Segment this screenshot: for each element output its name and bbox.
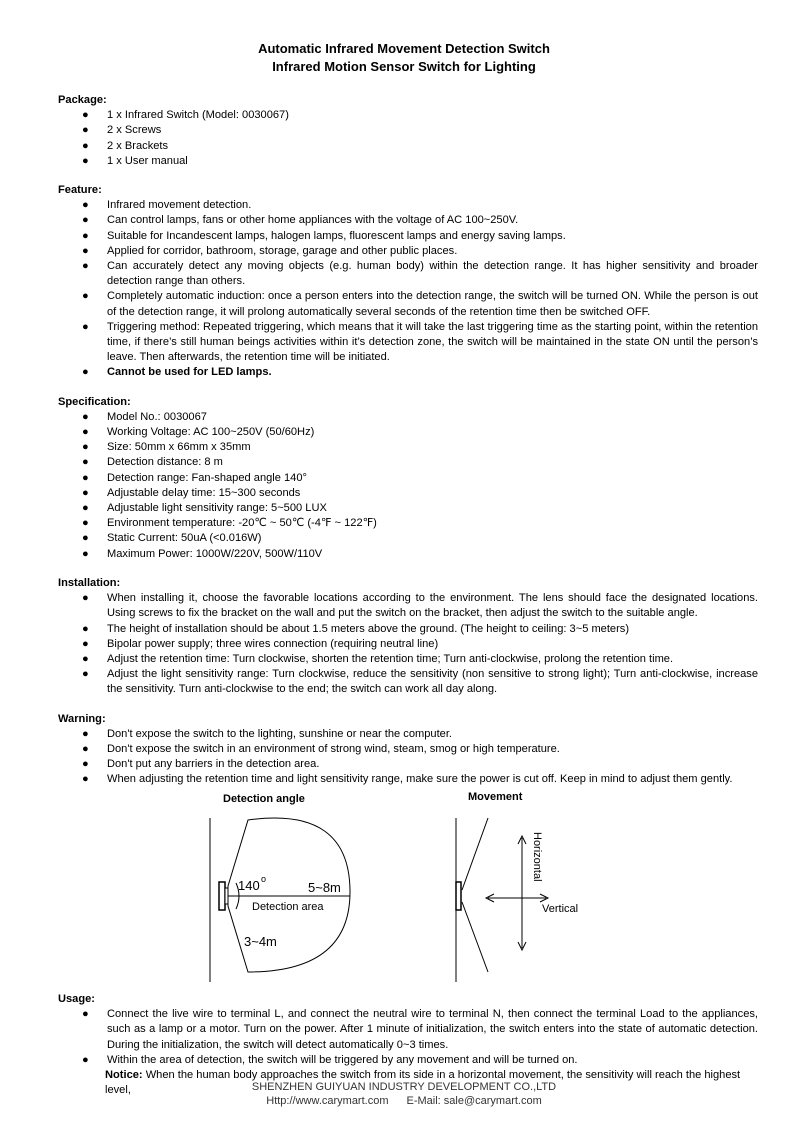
notice-label: Notice: [105, 1069, 143, 1082]
list-item: ● 1 x Infrared Switch (Model: 0030067) [58, 108, 758, 123]
list-item: ● Don't expose the switch to the lighting, sunshine or near the computer. [58, 727, 758, 742]
package-section [58, 93, 758, 169]
list-item-led-warning: ● Cannot be used for LED lamps. [58, 365, 758, 380]
specification-section [58, 395, 758, 562]
bullet-icon: ● [82, 199, 89, 212]
package-list [58, 108, 758, 169]
list-item: ● Adjust the retention time: Turn clockwise, shorten the retention time; Turn anti-clockwise, prolong the retention time. [58, 652, 758, 667]
list-item: ● When installing it, choose the favorable locations according to the environment. The lens should face the designated locations. Using screws to fix the bracket on the wall and put the switch on the bracket, then adjust the switch to the suitable angle. [82, 592, 758, 620]
warning-heading: Warning: [58, 712, 106, 725]
list-item: ● Triggering method: Repeated triggering, which means that it will take the last triggering time as the starting point, within the retention time, if there’s still human beings activities within it’s detection zone, the switch will be maintained in the state ON until the person’s leave. Then afterwards, the retention time will be initiated. [82, 320, 758, 364]
list-item: ● Completely automatic induction: once a person enters into the detection range, the switch will be turned ON. While the person is out of the detection range, it will prolong automatically several seconds of the retention time then be switched OFF. [82, 290, 758, 318]
vertical-label: Vertical [542, 903, 579, 915]
usage-heading: Usage: [58, 993, 95, 1005]
list-item: ● Applied for corridor, bathroom, storage, garage and other public places. [58, 244, 758, 259]
bullet-icon: ● [82, 366, 89, 379]
bullet-icon: ● [82, 260, 89, 273]
list-item: ● Detection range: Fan-shaped angle 140° [58, 471, 758, 486]
footer-contact [0, 1095, 808, 1107]
list-item: ● 2 x Screws [58, 123, 758, 138]
feature-list [58, 198, 758, 380]
bullet-icon: ● [82, 592, 89, 605]
notice-text: When the human body approaches the switch from its side in a horizontal movement, the sensitivity will reach the highest level, [105, 1069, 741, 1097]
movement-lower-line [462, 902, 488, 972]
list-item: ● Model No.: 0030067 [58, 410, 758, 425]
diagram-area [190, 786, 610, 986]
list-item: ● Static Current: 50uA (<0.016W) [58, 531, 758, 546]
list-item: ● Can accurately detect any moving objects (e.g. human body) within the detection range. It has higher sensitivity and broader detection range than others. [82, 260, 758, 288]
bullet-icon: ● [82, 742, 89, 755]
footer-company: SHENZHEN GUIYUAN INDUSTRY DEVELOPMENT CO.,LTD [251, 1081, 557, 1093]
warning-list [58, 727, 758, 788]
list-item: ● The height of installation should be about 1.5 meters above the ground. (The height to ceiling: 3~5 meters) [58, 622, 758, 637]
diagram-svg [190, 786, 610, 986]
bullet-icon: ● [82, 652, 89, 665]
bullet-icon: ● [82, 154, 89, 167]
package-heading: Package: [58, 94, 107, 106]
bullet-icon: ● [82, 622, 89, 635]
bullet-icon: ● [82, 547, 89, 560]
bullet-icon: ● [82, 139, 89, 152]
list-item: ● Suitable for Incandescent lamps, halogen lamps, fluorescent lamps and energy saving lamps. [58, 229, 758, 244]
list-item: ● Can control lamps, fans or other home appliances with the voltage of AC 100~250V. [58, 213, 758, 228]
bullet-icon: ● [82, 290, 89, 303]
angle-label: 140 [238, 878, 260, 893]
list-item: ● Maximum Power: 1000W/220V, 500W/110V [58, 547, 758, 562]
list-item: ● Infrared movement detection. [58, 198, 758, 213]
installation-list [58, 591, 758, 697]
horizontal-label: Horizontal [531, 832, 543, 882]
bullet-icon: ● [82, 517, 89, 530]
bullet-icon: ● [82, 109, 89, 122]
bullet-icon: ● [82, 441, 89, 454]
footer-website-link[interactable]: Http://www.carymart.com [266, 1095, 389, 1107]
bullet-icon: ● [82, 471, 89, 484]
bullet-icon: ● [82, 124, 89, 137]
list-item: ● 1 x User manual [58, 154, 758, 169]
bullet-icon: ● [82, 426, 89, 439]
detection-angle-title: Detection angle [223, 793, 305, 805]
list-item: ● 2 x Brackets [58, 139, 758, 154]
document-body [58, 93, 758, 802]
list-item: ● Don't put any barriers in the detection area. [58, 757, 758, 772]
list-item: ● Size: 50mm x 66mm x 35mm [58, 440, 758, 455]
range-label: 5~8m [308, 880, 341, 895]
list-item: ● Working Voltage: AC 100~250V (50/60Hz) [58, 425, 758, 440]
bullet-icon: ● [82, 668, 89, 681]
bullet-icon: ● [82, 229, 89, 242]
movement-title: Movement [468, 791, 523, 803]
list-item: ● Connect the live wire to terminal L, and connect the neutral wire to terminal N, then connect the terminal Load to the appliances, such as a lamp or a motor. Turn on the power. After 1 minute of initialization, the switch enters into the state of automatic detection. During the initialization, the switch will detect automatically 0~3 times. [82, 1008, 758, 1051]
bullet-icon: ● [82, 456, 89, 469]
bullet-icon: ● [82, 1053, 89, 1066]
bullet-icon: ● [82, 244, 89, 257]
list-item: ● When adjusting the retention time and light sensitivity range, make sure the power is cut off. Keep in mind to adjust them gently. [58, 772, 758, 787]
installation-section [58, 576, 758, 698]
bullet-icon: ● [82, 773, 89, 786]
short-range-label: 3~4m [244, 934, 277, 949]
specification-list [58, 410, 758, 562]
installation-heading: Installation: [58, 576, 121, 589]
list-item: ● Bipolar power supply; three wires connection (requiring neutral line) [58, 637, 758, 652]
bullet-icon: ● [82, 758, 89, 771]
bullet-icon: ● [82, 214, 89, 227]
list-item: ● Detection distance: 8 m [58, 455, 758, 470]
bullet-icon: ● [82, 502, 89, 515]
movement-upper-line [462, 818, 488, 890]
bullet-icon: ● [82, 1008, 89, 1021]
list-item: ● Environment temperature: -20℃ ~ 50℃ (-4℉ ~ 122℉) [58, 516, 758, 531]
list-item: ● Adjustable light sensitivity range: 5~500 LUX [58, 501, 758, 516]
bullet-icon: ● [82, 637, 89, 650]
list-item: ● Don't expose the switch in an environment of strong wind, steam, smog or high temperature. [58, 742, 758, 757]
document-subtitle: Infrared Motion Sensor Switch for Lighting [272, 59, 536, 74]
specification-heading: Specification: [58, 395, 131, 408]
usage-list [58, 1007, 758, 1068]
bullet-icon: ● [82, 320, 89, 333]
bullet-icon: ● [82, 410, 89, 423]
detection-area-label: Detection area [252, 901, 324, 913]
bullet-icon: ● [82, 532, 89, 545]
list-item: ● Within the area of detection, the switch will be triggered by any movement and will be turned on. [58, 1053, 758, 1068]
warning-section [58, 712, 758, 788]
document-title: Automatic Infrared Movement Detection Switch [258, 41, 550, 56]
bullet-icon: ● [82, 486, 89, 499]
sensor-icon [219, 882, 225, 910]
feature-heading: Feature: [58, 184, 102, 197]
list-item: ● Adjustable delay time: 15~300 seconds [58, 486, 758, 501]
feature-section [58, 183, 758, 381]
degree-mark: o [261, 874, 267, 884]
list-item: ● Adjust the light sensitivity range: Turn clockwise, reduce the sensitivity (non sensitive to strong light); Turn anti-clockwise, increase the sensitivity. Turn anti-clockwise to the end; the switch can work all day along. [82, 668, 758, 696]
movement-sensor-icon [456, 882, 461, 910]
bullet-icon: ● [82, 727, 89, 740]
footer-email-link[interactable]: E-Mail: sale@carymart.com [406, 1095, 542, 1107]
